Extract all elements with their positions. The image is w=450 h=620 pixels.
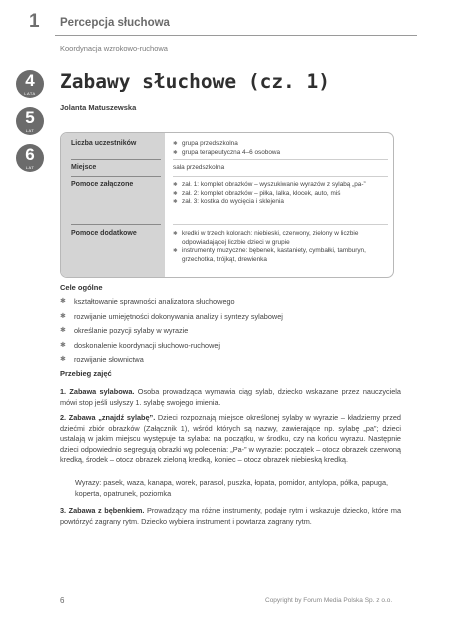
info-label: Pomoce dodatkowe	[71, 230, 137, 237]
age-number: 4	[25, 71, 35, 90]
step-text: Prowadzący ma różne instrumenty, podaje rytm i wskazuje dziecko, które ma powtórzyć zagrany rytm. Dziecko wybiera instrument i powtarza zagrany rytm.	[60, 506, 401, 526]
step-2	[60, 413, 401, 466]
step-text: Dzieci rozpoznają miejsce określonej sylaby w wyrazie – kładziemy przed dziećmi zbiór obrazków (Załącznik 1), wśród których są nazwy, zawierające np. sylabę „pa”; dzieci ustalają w jakim miejscu występuje ta sylaba: na początku, w środku, czy na końcu wyrazu. Następnie dzieci odpowiednio segregują obrazki wg polecenia: „Pa-” w wyrazie: początek – otocz obrazek czerwoną kredką, środek – otocz obrazek zieloną kredką, koniec – otocz obrazek niebieską kredką.	[60, 413, 401, 464]
goals-list	[60, 297, 400, 370]
age-number: 6	[25, 145, 35, 164]
info-label: Miejsce	[71, 164, 97, 171]
age-badge-5	[16, 107, 44, 135]
step-title: 2. Zabawa „znajdź sylabę”.	[60, 413, 156, 422]
goal-item: ✱ rozwijanie słownictwa	[60, 355, 400, 370]
age-badge-6	[16, 144, 44, 172]
goal-item: ✱ rozwijanie umiejętności dokonywania analizy i syntezy sylabowej	[60, 312, 400, 327]
age-label: LATA	[24, 91, 36, 96]
course-heading: Przebieg zajęć	[60, 369, 112, 378]
goal-item: ✱ określanie pozycji sylaby w wyrazie	[60, 326, 400, 341]
info-value	[173, 140, 388, 157]
list-item: ✱ zał. 1: komplet obrazków – wyszukiwanie wyrazów z sylabą „pa-”	[173, 181, 388, 190]
list-item: ✱ instrumenty muzyczne: bębenek, kastaniety, cymbałki, tamburyn, grzechotka, trójkąt, drewienka	[173, 247, 388, 264]
info-label: Liczba uczestników	[71, 140, 137, 147]
list-item: ✱ grupa przedszkolna	[173, 140, 388, 149]
info-label-column	[61, 133, 165, 277]
header-divider	[55, 35, 417, 36]
step-text: Osoba prowadząca wymawia ciąg sylab, dziecko wskazane przez nauczyciela mówi stop jeśli usłyszy 1. sylabę swojego imienia.	[60, 387, 401, 407]
list-item: ✱ kredki w trzech kolorach: niebieski, czerwony, zielony w liczbie odpowiadającej liczbie dzieci w grupie	[173, 230, 388, 247]
step-1	[60, 387, 401, 408]
copyright-text: Copyright by Forum Media Polska Sp. z o.o.	[265, 597, 393, 604]
divider	[71, 224, 161, 225]
info-box	[60, 132, 394, 278]
age-label: LAT	[25, 128, 35, 133]
info-value: sala przedszkolna	[173, 164, 225, 171]
divider	[71, 176, 161, 177]
age-badge-4	[16, 70, 44, 98]
list-item: ✱ zał. 2: komplet obrazków – piłka, lalka, klocek, auto, miś	[173, 190, 388, 199]
list-item: ✱ zał. 3: kostka do wycięcia i sklejenia	[173, 198, 388, 207]
info-value	[173, 230, 388, 264]
page-number: 6	[60, 596, 65, 605]
info-value	[173, 181, 388, 207]
words-list: Wyrazy: pasek, waza, kanapa, worek, parasol, puszka, łopata, pomidor, antylopa, półka, papuga, koperta, opatrunek, poziomka	[75, 478, 389, 498]
divider	[173, 176, 388, 177]
divider	[173, 159, 388, 160]
info-label: Pomoce załączone	[71, 181, 134, 188]
goal-item: ✱ kształtowanie sprawności analizatora słuchowego	[60, 297, 400, 312]
age-label: LAT	[25, 165, 35, 170]
author-name: Jolanta Matuszewska	[60, 103, 137, 112]
list-item: ✱ grupa terapeutyczna 4–6 osobowa	[173, 149, 388, 158]
step-title: 1. Zabawa sylabowa.	[60, 387, 135, 396]
section-subtitle: Koordynacja wzrokowo-ruchowa	[60, 44, 168, 53]
chapter-number: 1	[29, 11, 40, 32]
step-3	[60, 506, 401, 527]
page-title: Zabawy słuchowe (cz. 1)	[60, 70, 331, 93]
age-number: 5	[25, 108, 35, 127]
chapter-title: Percepcja słuchowa	[60, 17, 170, 29]
goal-item: ✱ doskonalenie koordynacji słuchowo-ruchowej	[60, 341, 400, 356]
step-title: 3. Zabawa z bębenkiem.	[60, 506, 145, 515]
divider	[173, 224, 388, 225]
goals-heading: Cele ogólne	[60, 283, 103, 292]
divider	[71, 159, 161, 160]
